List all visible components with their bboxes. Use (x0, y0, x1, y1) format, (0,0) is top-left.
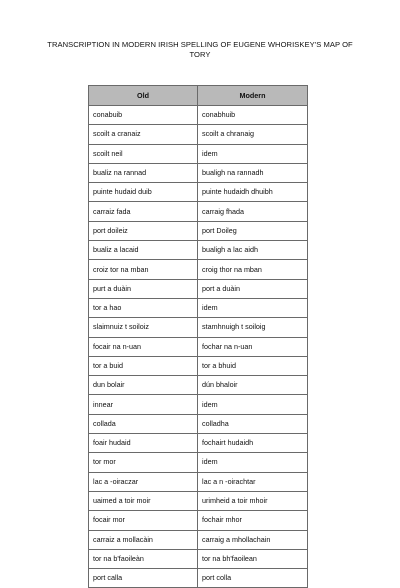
table-row (89, 183, 308, 202)
cell-old: collada (89, 414, 198, 433)
cell-modern: fochar na n-uan (198, 337, 308, 356)
table-row (89, 472, 308, 491)
table-row (89, 144, 308, 163)
cell-old: bualiz na rannad (89, 163, 198, 182)
cell-modern: fochair mhor (198, 511, 308, 530)
cell-old: tor a buid (89, 356, 198, 375)
table-row (89, 511, 308, 530)
cell-old: focair mor (89, 511, 198, 530)
column-header-modern: Modern (198, 86, 308, 106)
cell-old: port calla (89, 569, 198, 588)
cell-modern: croig thor na mban (198, 260, 308, 279)
cell-modern: puinte hudaidh dhuibh (198, 183, 308, 202)
cell-old: purt a duàin (89, 279, 198, 298)
cell-old: focair na n-uan (89, 337, 198, 356)
cell-modern: urimheid a toir mhoir (198, 491, 308, 510)
table-row (89, 202, 308, 221)
cell-old: tor a hao (89, 298, 198, 317)
cell-modern: port colla (198, 569, 308, 588)
page-title: TRANSCRIPTION IN MODERN IRISH SPELLING OF EUGENE WHORISKEY'S MAP OF TORY (47, 40, 353, 59)
table-row (89, 414, 308, 433)
cell-old: puinte hudaid duib (89, 183, 198, 202)
cell-old: uaimed a toir moir (89, 491, 198, 510)
cell-modern: tor a bhuid (198, 356, 308, 375)
table-row (89, 395, 308, 414)
table-row (89, 356, 308, 375)
cell-old: scoilt neil (89, 144, 198, 163)
cell-old: carraiz fada (89, 202, 198, 221)
cell-old: croiz tor na mban (89, 260, 198, 279)
cell-old: tor na b'faoileàn (89, 549, 198, 568)
table-row (89, 434, 308, 453)
column-header-old: Old (89, 86, 198, 106)
cell-modern: colladha (198, 414, 308, 433)
table-row (89, 163, 308, 182)
cell-old: lac a -oiraczar (89, 472, 198, 491)
table-row (89, 530, 308, 549)
table-row (89, 279, 308, 298)
cell-modern: carraig fhada (198, 202, 308, 221)
cell-modern: idem (198, 144, 308, 163)
cell-modern: port a duàin (198, 279, 308, 298)
table-row (89, 318, 308, 337)
cell-modern: conabhuib (198, 106, 308, 125)
cell-old: port doileiz (89, 221, 198, 240)
table-row (89, 491, 308, 510)
table-row (89, 337, 308, 356)
transcription-table (88, 85, 308, 588)
cell-modern: lac a n -oirachtar (198, 472, 308, 491)
cell-old: innear (89, 395, 198, 414)
cell-modern: idem (198, 453, 308, 472)
cell-modern: stamhnuigh t soiloig (198, 318, 308, 337)
table-row (89, 298, 308, 317)
cell-modern: bualigh na rannadh (198, 163, 308, 182)
cell-modern: fochairt hudaidh (198, 434, 308, 453)
table-row (89, 241, 308, 260)
table-row (89, 125, 308, 144)
cell-old: slaimnuiz t soiloiz (89, 318, 198, 337)
cell-modern: scoilt a chranaig (198, 125, 308, 144)
cell-modern: carraig a mhollachain (198, 530, 308, 549)
table-row (89, 221, 308, 240)
cell-old: carraiz a mollacàin (89, 530, 198, 549)
cell-old: bualiz a lacaid (89, 241, 198, 260)
cell-modern: port Doileg (198, 221, 308, 240)
cell-old: tor mor (89, 453, 198, 472)
cell-modern: tor na bh'faoilean (198, 549, 308, 568)
table-row (89, 453, 308, 472)
table-row (89, 260, 308, 279)
cell-modern: dún bhaloir (198, 376, 308, 395)
table-header-row (89, 86, 308, 106)
cell-old: foair hudaid (89, 434, 198, 453)
cell-modern: idem (198, 395, 308, 414)
cell-old: conabuib (89, 106, 198, 125)
cell-old: dun bolair (89, 376, 198, 395)
cell-modern: bualigh a lac aidh (198, 241, 308, 260)
table-row (89, 569, 308, 588)
table-row (89, 106, 308, 125)
cell-modern: idem (198, 298, 308, 317)
table-row (89, 376, 308, 395)
cell-old: scoilt a cranaiz (89, 125, 198, 144)
